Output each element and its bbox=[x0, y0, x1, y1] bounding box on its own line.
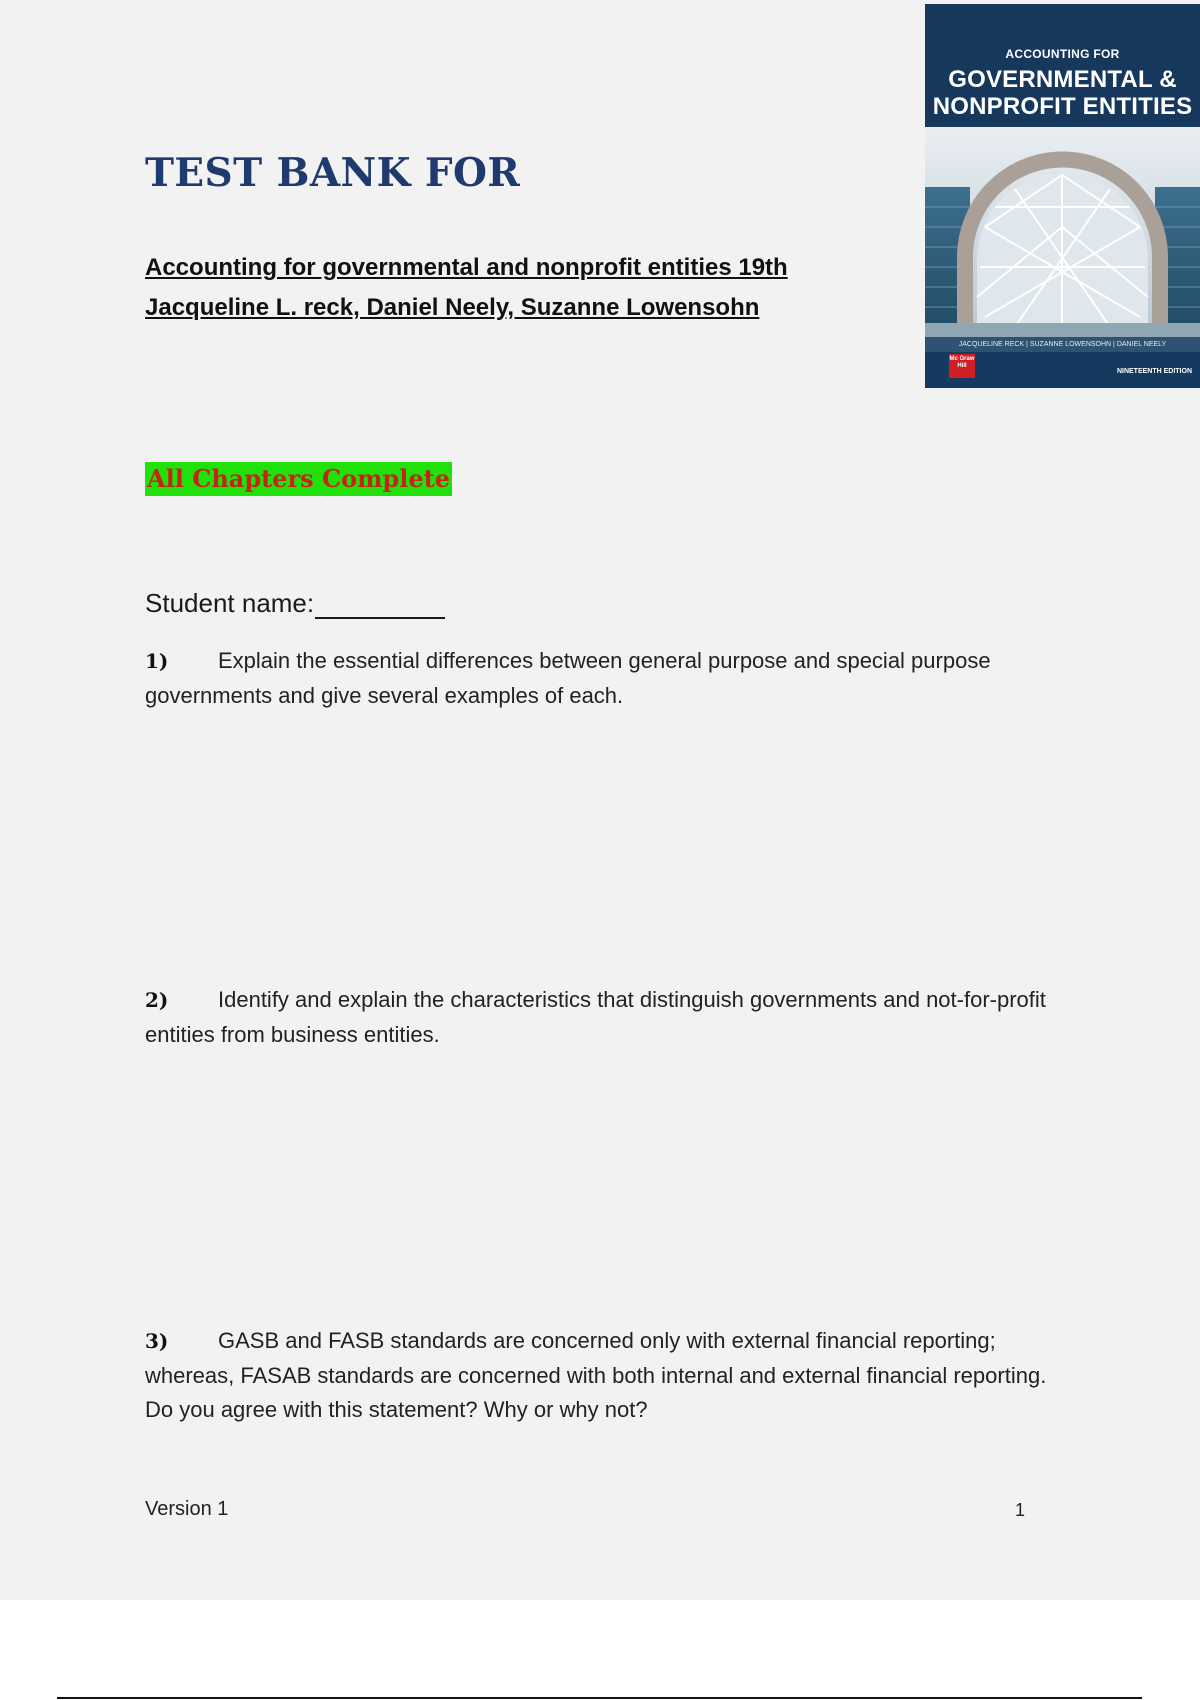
question-text: Identify and explain the characteristics that distinguish governments and not-for-profit entities from business entities. bbox=[145, 987, 1046, 1047]
page-title: TEST BANK FOR bbox=[145, 150, 521, 196]
cover-edition: NINETEENTH EDITION bbox=[1116, 368, 1192, 375]
cover-title bbox=[925, 66, 1200, 120]
question-text: GASB and FASB standards are concerned only with external financial reporting; whereas, FASAB standards are concerned with both internal and external financial reporting. Do you agree with this statement? Why or why not? bbox=[145, 1328, 1047, 1422]
question-number: 2) bbox=[145, 988, 169, 1012]
question-3 bbox=[145, 1324, 1070, 1428]
book-title: Accounting for governmental and nonprofit entities 19th bbox=[145, 254, 788, 281]
cover-arch-photo bbox=[925, 127, 1200, 337]
question-1 bbox=[145, 644, 1070, 713]
publisher-logo: Mc Graw Hill bbox=[949, 354, 975, 378]
cover-title-line-1: GOVERNMENTAL & bbox=[948, 66, 1177, 93]
student-name-label: Student name: bbox=[145, 588, 315, 618]
cover-series-label: ACCOUNTING FOR bbox=[1005, 47, 1120, 61]
question-2 bbox=[145, 983, 1070, 1052]
cover-header bbox=[925, 4, 1200, 127]
bottom-divider bbox=[57, 1697, 1142, 1699]
student-name-field bbox=[145, 587, 445, 619]
book-cover bbox=[925, 4, 1200, 388]
book-authors: Jacqueline L. reck, Daniel Neely, Suzanne Lowensohn bbox=[145, 294, 760, 321]
cover-title-line-2: NONPROFIT ENTITIES bbox=[932, 93, 1193, 120]
cover-authors: JACQUELINE RECK | SUZANNE LOWENSOHN | DANIEL NEELY bbox=[925, 337, 1200, 352]
question-text: Explain the essential differences between general purpose and special purpose governments and give several examples of each. bbox=[145, 648, 991, 708]
footer-version: Version 1 bbox=[145, 1498, 229, 1520]
student-name-blank[interactable] bbox=[315, 587, 445, 619]
page-number: 1 bbox=[1015, 1500, 1026, 1520]
question-number: 3) bbox=[145, 1329, 169, 1353]
question-number: 1) bbox=[145, 649, 169, 673]
chapters-highlight: All Chapters Complete bbox=[145, 462, 452, 496]
